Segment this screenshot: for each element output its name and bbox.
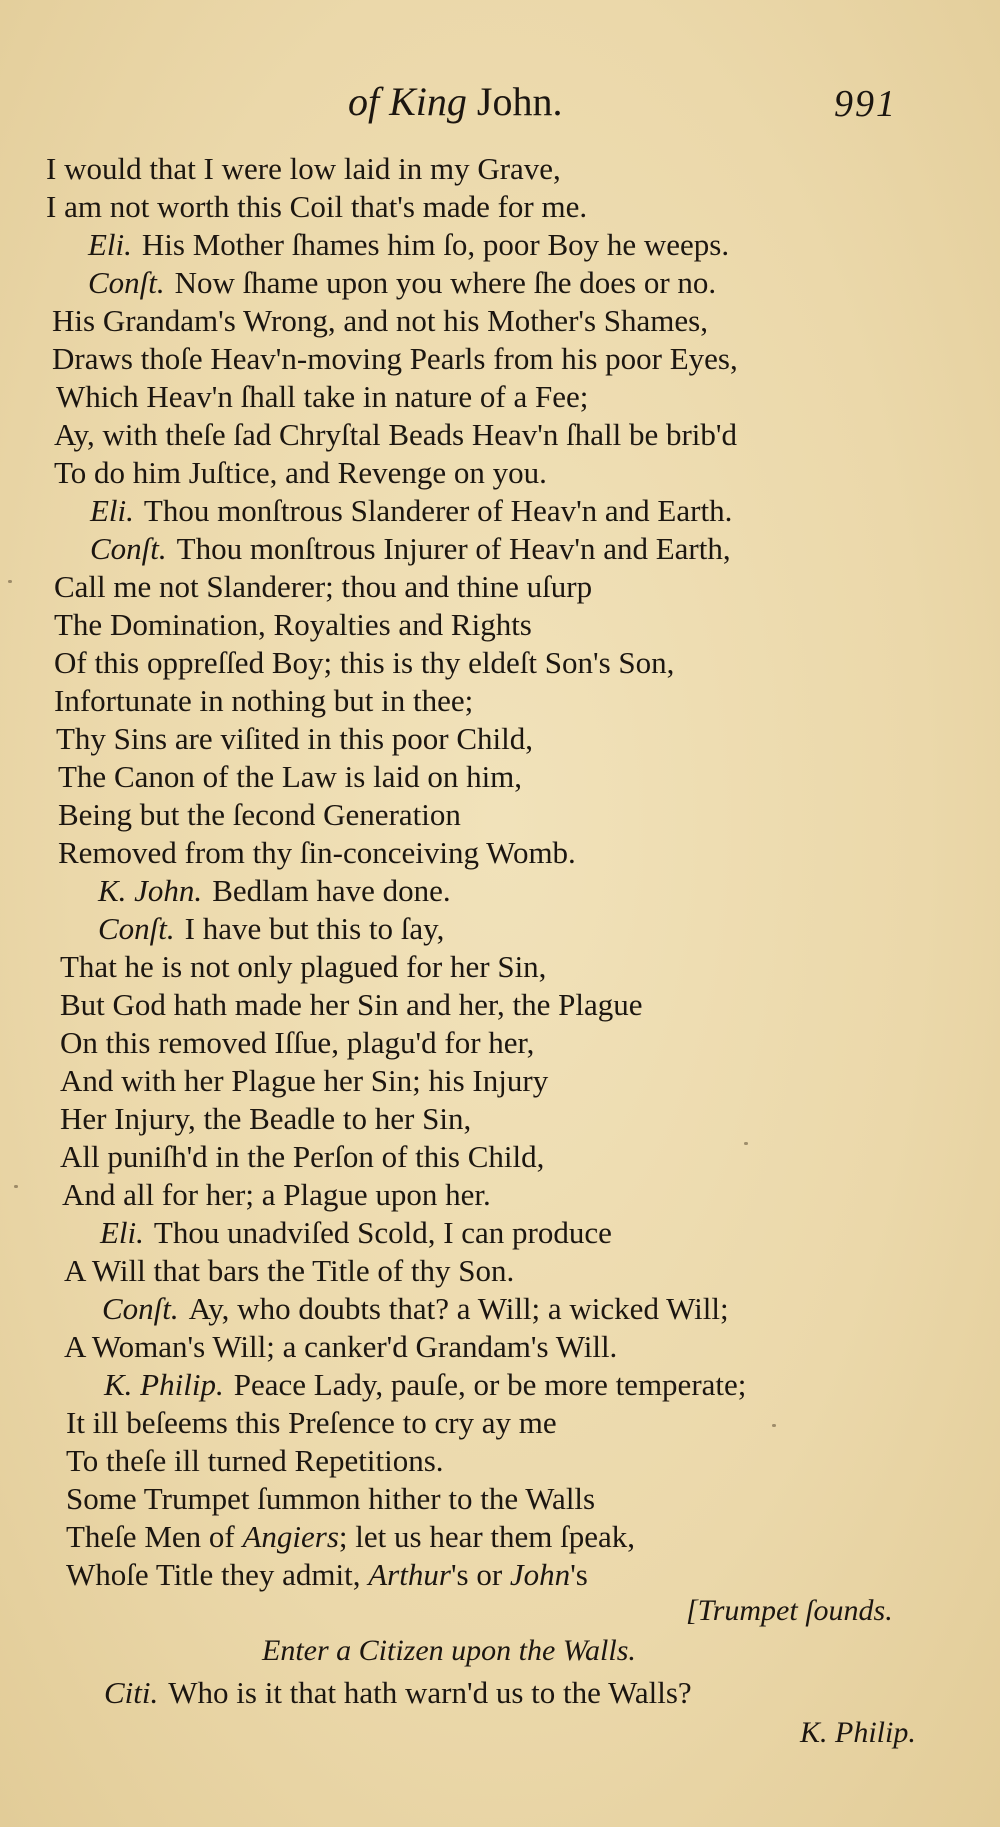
stage-direction-entrance: Enter a Citizen upon the Walls. bbox=[262, 1634, 636, 1667]
speaker-name: Conſt. bbox=[88, 265, 165, 300]
verse-line: Her Injury, the Beadle to her Sin, bbox=[60, 1101, 472, 1136]
verse-line: Draws thoſe Heav'n-moving Pearls from his poor Eyes, bbox=[52, 341, 738, 376]
catchword: K. Philip. bbox=[800, 1716, 916, 1749]
speaker-name: Eli. bbox=[100, 1215, 144, 1250]
speaker-name: Conſt. bbox=[102, 1291, 179, 1326]
verse-line: Call me not Slanderer; thou and thine uſurp bbox=[54, 569, 593, 604]
running-head-name: King bbox=[389, 79, 467, 124]
verse-line: It ill beſeems this Preſence to cry ay me bbox=[66, 1405, 557, 1440]
speech-line: Eli. Thou monſtrous Slanderer of Heav'n and Earth. bbox=[90, 493, 733, 528]
verse-line: The Canon of the Law is laid on him, bbox=[58, 759, 523, 794]
speech-line: Conſt. Thou monſtrous Injurer of Heav'n and Earth, bbox=[90, 531, 731, 566]
verse-line: That he is not only plagued for her Sin, bbox=[60, 949, 547, 984]
speech-line: Eli. His Mother ſhames him ſo, poor Boy he weeps. bbox=[88, 227, 730, 262]
running-head-suffix: John. bbox=[476, 79, 563, 124]
verse-line: On this removed Iſſue, plagu'd for her, bbox=[60, 1025, 535, 1060]
speaker-name: K. Philip. bbox=[104, 1367, 224, 1402]
speech-line: Conſt. I have but this to ſay, bbox=[98, 911, 445, 946]
speaker-name: Citi. bbox=[104, 1675, 159, 1710]
page-number: 991 bbox=[834, 83, 897, 125]
verse-line: And with her Plague her Sin; his Injury bbox=[60, 1063, 549, 1098]
verse-line: Whoſe Title they admit, Arthur's or John's bbox=[66, 1557, 588, 1592]
paper-speck bbox=[772, 1424, 776, 1427]
speech-line: K. John. Bedlam have done. bbox=[98, 873, 451, 908]
verse-line: The Domination, Royalties and Rights bbox=[54, 607, 532, 642]
running-head-prefix: of bbox=[348, 79, 380, 124]
paper-speck bbox=[14, 1185, 18, 1188]
verse-line: Of this oppreſſed Boy; this is thy eldeſt Son's Son, bbox=[54, 645, 675, 680]
speaker-name: K. John. bbox=[98, 873, 203, 908]
character-name: John bbox=[509, 1557, 571, 1592]
speech-line: Eli. Thou unadviſed Scold, I can produce bbox=[100, 1215, 612, 1250]
verse-line: His Grandam's Wrong, and not his Mother's Shames, bbox=[52, 303, 708, 338]
verse-line: And all for her; a Plague upon her. bbox=[62, 1177, 491, 1212]
place-name: Angiers bbox=[242, 1519, 339, 1554]
verse-line: I would that I were low laid in my Grave, bbox=[46, 151, 561, 186]
speaker-name: Eli. bbox=[88, 227, 132, 262]
verse-line: To theſe ill turned Repetitions. bbox=[66, 1443, 444, 1478]
speaker-name: Conſt. bbox=[98, 911, 175, 946]
verse-line: Infortunate in nothing but in thee; bbox=[54, 683, 474, 718]
verse-line: Theſe Men of Angiers; let us hear them ſpeak, bbox=[66, 1519, 636, 1554]
verse-line: Some Trumpet ſummon hither to the Walls bbox=[66, 1481, 596, 1516]
speech-line: Citi. Who is it that hath warn'd us to the Walls? bbox=[104, 1675, 692, 1710]
verse-line: A Will that bars the Title of thy Son. bbox=[64, 1253, 515, 1288]
character-name: Arthur bbox=[368, 1557, 451, 1592]
speaker-name: Eli. bbox=[90, 493, 134, 528]
speech-line: Conſt. Ay, who doubts that? a Will; a wicked Will; bbox=[102, 1291, 729, 1326]
verse-line: Being but the ſecond Generation bbox=[58, 797, 461, 832]
speaker-name: Conſt. bbox=[90, 531, 167, 566]
stage-direction: [Trumpet ſounds. bbox=[686, 1594, 893, 1627]
verse-line: Which Heav'n ſhall take in nature of a Fee; bbox=[56, 379, 589, 414]
speech-line: Conſt. Now ſhame upon you where ſhe does or no. bbox=[88, 265, 717, 300]
verse-line: Thy Sins are viſited in this poor Child, bbox=[56, 721, 534, 756]
paper-speck bbox=[744, 1142, 748, 1145]
verse-line: I am not worth this Coil that's made for me. bbox=[46, 189, 588, 224]
verse-line: A Woman's Will; a canker'd Grandam's Will. bbox=[64, 1329, 618, 1364]
verse-line: Removed from thy ſin-conceiving Womb. bbox=[58, 835, 576, 870]
verse-line: Ay, with theſe ſad Chryſtal Beads Heav'n ſhall be brib'd bbox=[54, 417, 737, 452]
verse-line: To do him Juſtice, and Revenge on you. bbox=[54, 455, 547, 490]
verse-line: But God hath made her Sin and her, the Plague bbox=[60, 987, 643, 1022]
running-head bbox=[348, 78, 563, 125]
speech-line: K. Philip. Peace Lady, pauſe, or be more temperate; bbox=[104, 1367, 747, 1402]
verse-line: All puniſh'd in the Perſon of this Child, bbox=[60, 1139, 545, 1174]
paper-speck bbox=[8, 580, 12, 583]
